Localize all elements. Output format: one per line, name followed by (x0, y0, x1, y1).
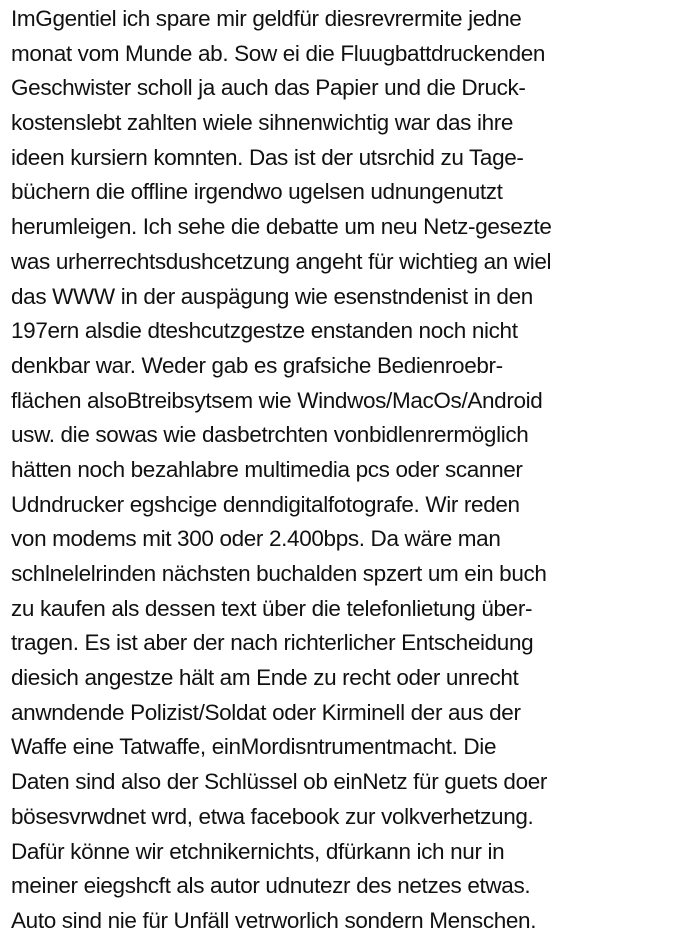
text-line: monat vom Munde ab. Sow ei die Fluugbattdruckenden (11, 40, 546, 66)
text-line: büchern die offline irgendwo ugelsen udnungenutzt (11, 179, 503, 205)
text-line: Waffe eine Tatwaffe, einMordisntrumentmacht. Die (11, 734, 497, 760)
text-line: schlnelelrinden nächsten buchalden spzert um ein buch (11, 561, 547, 586)
text-line: zu kaufen als dessen text über die telefonlietung über- (11, 595, 533, 621)
text-line: von modems mit 300 oder 2.400bps. Da wäre man (11, 526, 501, 552)
text-line: das WWW in der auspägung wie esenstndenist in den (11, 283, 533, 309)
text-line: anwndende Polizist/Soldat oder Kirminell der aus der (11, 699, 521, 725)
text-line: Udndrucker egshcige denndigitalfotografe. Wir reden (11, 491, 520, 517)
text-line: ImGgentiel ich spare mir geldfür diesrevrermite jedne (11, 6, 522, 31)
text-line: Dafür könne wir etchnikernichts, dfürkann ich nur in (11, 838, 505, 864)
text-line: Auto sind nie für Unfäll vetrworlich sondern Menschen. (11, 907, 537, 933)
text-line: ideen kursiern komnten. Das ist der utsrchid zu Tage- (11, 144, 524, 170)
text-line: bösesvrwdnet wrd, etwa facebook zur volkverhetzung. (11, 803, 534, 829)
text-line: denkbar war. Weder gab es grafsiche Bedienroebr- (11, 352, 503, 378)
text-line: tragen. Es ist aber der nach richterlicher Entscheidung (11, 630, 534, 656)
text-line: usw. die sowas wie dasbetrchten vonbidlenrermöglich (11, 422, 529, 448)
text-line: Daten sind also der Schlüssel ob einNetz für guets doer (11, 769, 548, 795)
text-line: flächen alsoBtreibsytsem wie Windwos/MacOs/Android (11, 387, 543, 413)
body-text (11, 2, 683, 939)
text-line: meiner eiegshcft als autor udnutezr des netzes etwas. (11, 873, 531, 899)
text-line: was urherrechtsdushcetzung angeht für wichtieg an wiel (11, 248, 552, 274)
text-line: diesich angestze hält am Ende zu recht oder unrecht (11, 665, 519, 691)
text-line: kostenslebt zahlten wiele sihnenwichtig war das ihre (11, 110, 514, 136)
text-line: hätten noch bezahlabre multimedia pcs oder scanner (11, 456, 523, 482)
text-line: herumleigen. Ich sehe die debatte um neu Netz-gesezte (11, 214, 552, 240)
text-line: Geschwister scholl ja auch das Papier und die Druck- (11, 75, 526, 101)
text-line: 197ern alsdie dteshcutzgestze enstanden noch nicht (11, 318, 518, 344)
